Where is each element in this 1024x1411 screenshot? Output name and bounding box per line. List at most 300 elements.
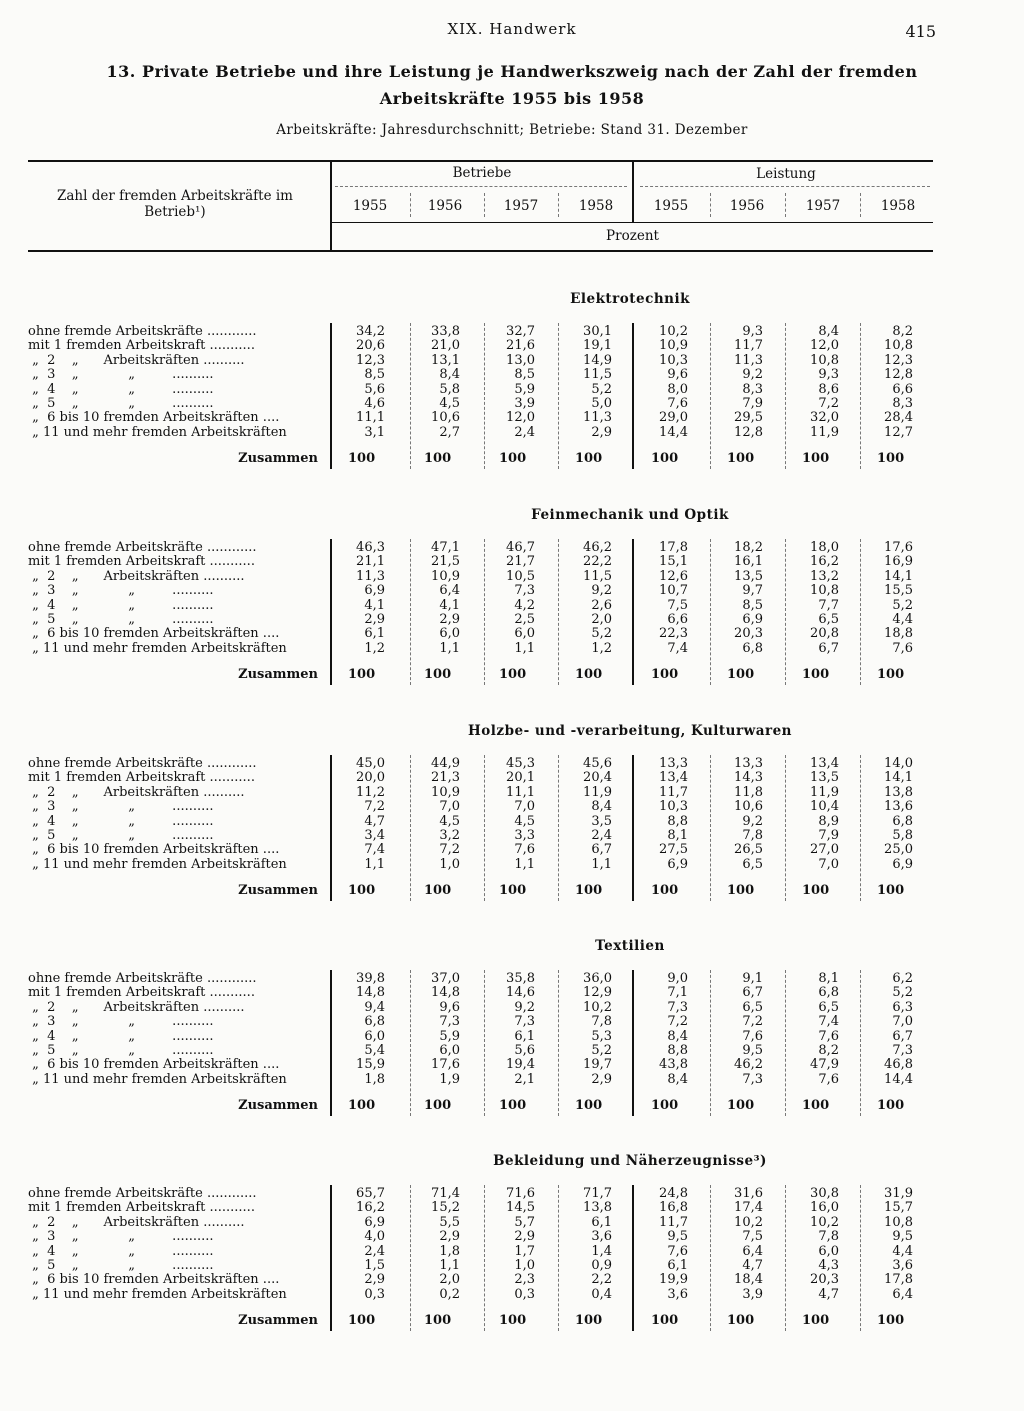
table-row bbox=[28, 1015, 933, 1029]
total-cell: 100 bbox=[877, 667, 905, 683]
table-row bbox=[28, 972, 933, 986]
table-cell: 13,0 bbox=[506, 352, 535, 368]
table-row bbox=[28, 627, 933, 641]
table-cell: 12,6 bbox=[659, 568, 688, 584]
column-dashed-rule bbox=[710, 755, 712, 901]
table-cell: 19,9 bbox=[659, 1272, 688, 1288]
table-cell: 14,6 bbox=[506, 985, 535, 1001]
table-cell: 8,9 bbox=[818, 813, 839, 829]
column-dashed-rule bbox=[785, 323, 787, 469]
row-label: ohne fremde Arbeitskräfte ............ bbox=[28, 325, 257, 339]
table-cell: 0,3 bbox=[514, 1286, 535, 1302]
row-label: mit 1 fremden Arbeitskraft ........... bbox=[28, 339, 255, 354]
table-cell: 11,1 bbox=[506, 784, 535, 800]
table-cell: 5,6 bbox=[514, 1042, 535, 1058]
table-cell: 6,9 bbox=[364, 1214, 385, 1230]
table-cell: 2,9 bbox=[364, 1272, 385, 1288]
table-cell: 10,9 bbox=[431, 784, 460, 800]
table-row bbox=[28, 786, 933, 800]
table-row bbox=[28, 1044, 933, 1058]
section-rows bbox=[28, 757, 933, 872]
table-cell: 9,2 bbox=[742, 813, 763, 829]
row-label: „ 5 „ „ .......... bbox=[28, 1258, 214, 1273]
year-header: 1956 bbox=[427, 198, 463, 214]
row-label: „ 3 „ „ .......... bbox=[28, 800, 214, 815]
table-cell: 7,2 bbox=[818, 395, 839, 411]
table-cell: 45,0 bbox=[356, 756, 385, 771]
column-dashed-rule bbox=[785, 539, 787, 685]
table-cell: 13,2 bbox=[810, 568, 839, 584]
table-cell: 7,2 bbox=[439, 842, 460, 858]
table-cell: 5,3 bbox=[591, 1028, 612, 1044]
row-label: „ 11 und mehr fremden Arbeitskräften bbox=[28, 425, 287, 440]
table-cell: 2,9 bbox=[514, 1229, 535, 1245]
table-cell: 9,7 bbox=[742, 583, 763, 599]
table-cell: 6,1 bbox=[591, 1214, 612, 1230]
column-dashed-rule bbox=[785, 755, 787, 901]
total-row bbox=[28, 1098, 933, 1114]
unit-label: Prozent bbox=[606, 228, 659, 244]
table-cell: 46,2 bbox=[583, 540, 612, 555]
table-cell: 6,0 bbox=[439, 1042, 460, 1058]
table-cell: 13,4 bbox=[810, 756, 839, 771]
table-cell: 30,1 bbox=[583, 324, 612, 339]
year-divider bbox=[710, 193, 712, 217]
table-cell: 8,5 bbox=[742, 597, 763, 613]
column-dashed-rule bbox=[710, 539, 712, 685]
table-cell: 9,2 bbox=[514, 999, 535, 1015]
row-label: „ 4 „ „ .......... bbox=[28, 1244, 214, 1259]
table-cell: 6,8 bbox=[364, 1014, 385, 1030]
total-cell: 100 bbox=[651, 1098, 679, 1114]
table-cell: 7,1 bbox=[667, 985, 688, 1001]
table-cell: 12,9 bbox=[583, 985, 612, 1001]
table-cell: 11,2 bbox=[356, 784, 385, 800]
table-cell: 12,8 bbox=[734, 424, 763, 440]
total-row bbox=[28, 1313, 933, 1329]
table-cell: 2,4 bbox=[364, 1243, 385, 1259]
table-cell: 65,7 bbox=[356, 1186, 385, 1201]
table-cell: 14,9 bbox=[583, 352, 612, 368]
table-cell: 10,6 bbox=[734, 799, 763, 815]
row-label: mit 1 fremden Arbeitskraft ........... bbox=[28, 771, 255, 786]
column-rule bbox=[632, 539, 634, 685]
table-cell: 44,9 bbox=[431, 756, 460, 771]
table-cell: 17,6 bbox=[431, 1057, 460, 1073]
table-cell: 2,2 bbox=[591, 1272, 612, 1288]
table-cell: 8,5 bbox=[514, 367, 535, 383]
table-row bbox=[28, 584, 933, 598]
table-cell: 1,1 bbox=[439, 1257, 460, 1273]
table-row bbox=[28, 570, 933, 584]
table-cell: 8,0 bbox=[667, 381, 688, 397]
table-cell: 13,3 bbox=[659, 756, 688, 771]
total-cell: 100 bbox=[877, 451, 905, 467]
column-dashed-rule bbox=[558, 539, 560, 685]
table-cell: 0,9 bbox=[591, 1257, 612, 1273]
header-bottom-rule bbox=[28, 250, 933, 252]
column-dashed-rule bbox=[710, 323, 712, 469]
table-cell: 7,9 bbox=[742, 395, 763, 411]
table-cell: 3,6 bbox=[667, 1286, 688, 1302]
table-cell: 31,9 bbox=[884, 1186, 913, 1201]
table-cell: 2,4 bbox=[514, 424, 535, 440]
column-dashed-rule bbox=[484, 755, 486, 901]
table-cell: 7,8 bbox=[591, 1014, 612, 1030]
row-label: „ 3 „ „ .......... bbox=[28, 584, 214, 599]
table-cell: 9,3 bbox=[742, 324, 763, 339]
table-cell: 16,2 bbox=[356, 1200, 385, 1216]
running-head: XIX. Handwerk bbox=[447, 20, 577, 38]
table-cell: 8,4 bbox=[667, 1071, 688, 1087]
table-row bbox=[28, 541, 933, 555]
table-row bbox=[28, 843, 933, 857]
table-cell: 45,3 bbox=[506, 756, 535, 771]
table-cell: 1,2 bbox=[364, 640, 385, 656]
row-label: „ 11 und mehr fremden Arbeitskräften bbox=[28, 1287, 287, 1302]
table-cell: 5,8 bbox=[892, 827, 913, 843]
section-rows bbox=[28, 1187, 933, 1302]
total-cell: 100 bbox=[575, 667, 603, 683]
total-cell: 100 bbox=[727, 667, 755, 683]
table-cell: 10,2 bbox=[659, 324, 688, 339]
table-cell: 21,5 bbox=[431, 554, 460, 570]
table-cell: 4,3 bbox=[818, 1257, 839, 1273]
table-cell: 10,8 bbox=[810, 583, 839, 599]
year-header: 1958 bbox=[578, 198, 614, 214]
table-cell: 4,6 bbox=[364, 395, 385, 411]
table-cell: 7,3 bbox=[514, 1014, 535, 1030]
total-cell: 100 bbox=[424, 1313, 452, 1329]
table-row bbox=[28, 1216, 933, 1230]
table-cell: 18,4 bbox=[734, 1272, 763, 1288]
table-cell: 43,8 bbox=[659, 1057, 688, 1073]
table-cell: 6,4 bbox=[892, 1286, 913, 1302]
table-cell: 22,2 bbox=[583, 554, 612, 570]
table-cell: 11,3 bbox=[583, 410, 612, 426]
total-cell: 100 bbox=[802, 1098, 830, 1114]
table-cell: 6,0 bbox=[818, 1243, 839, 1259]
table-cell: 8,6 bbox=[818, 381, 839, 397]
row-label: mit 1 fremden Arbeitskraft ........... bbox=[28, 1201, 255, 1216]
table-row bbox=[28, 555, 933, 569]
table-cell: 1,8 bbox=[364, 1071, 385, 1087]
table-cell: 9,1 bbox=[742, 971, 763, 986]
table-cell: 5,4 bbox=[364, 1042, 385, 1058]
year-header: 1955 bbox=[653, 198, 689, 214]
table-cell: 17,8 bbox=[659, 540, 688, 555]
table-cell: 46,3 bbox=[356, 540, 385, 555]
row-label: „ 5 „ „ .......... bbox=[28, 1043, 214, 1058]
table-cell: 6,5 bbox=[742, 856, 763, 872]
table-cell: 3,9 bbox=[742, 1286, 763, 1302]
year-header: 1957 bbox=[805, 198, 841, 214]
row-label: „ 3 „ „ .......... bbox=[28, 1015, 214, 1030]
table-cell: 1,2 bbox=[591, 640, 612, 656]
table-cell: 37,0 bbox=[431, 971, 460, 986]
table-row bbox=[28, 815, 933, 829]
table-cell: 11,9 bbox=[583, 784, 612, 800]
table-cell: 1,1 bbox=[364, 856, 385, 872]
table-cell: 7,0 bbox=[439, 799, 460, 815]
table-cell: 16,0 bbox=[810, 1200, 839, 1216]
column-dashed-rule bbox=[860, 755, 862, 901]
total-cell: 100 bbox=[424, 451, 452, 467]
table-cell: 9,5 bbox=[742, 1042, 763, 1058]
table-cell: 1,5 bbox=[364, 1257, 385, 1273]
section-rows bbox=[28, 972, 933, 1087]
table-cell: 18,8 bbox=[884, 626, 913, 642]
year-divider bbox=[860, 193, 862, 217]
table-row bbox=[28, 800, 933, 814]
table-cell: 6,9 bbox=[892, 856, 913, 872]
total-cell: 100 bbox=[727, 883, 755, 899]
table-cell: 9,0 bbox=[667, 971, 688, 986]
table-cell: 1,1 bbox=[514, 856, 535, 872]
total-cell: 100 bbox=[727, 1313, 755, 1329]
column-dashed-rule bbox=[484, 1185, 486, 1331]
table-cell: 46,2 bbox=[734, 1057, 763, 1073]
total-cell: 100 bbox=[877, 1313, 905, 1329]
table-cell: 46,8 bbox=[884, 1057, 913, 1073]
table-row bbox=[28, 642, 933, 656]
table-cell: 11,9 bbox=[810, 424, 839, 440]
table-cell: 17,8 bbox=[884, 1272, 913, 1288]
table-cell: 20,8 bbox=[810, 626, 839, 642]
table-cell: 11,7 bbox=[659, 784, 688, 800]
year-header: 1956 bbox=[729, 198, 765, 214]
table-row bbox=[28, 757, 933, 771]
table-cell: 8,4 bbox=[818, 324, 839, 339]
table-cell: 1,8 bbox=[439, 1243, 460, 1259]
table-cell: 7,6 bbox=[818, 1028, 839, 1044]
table-cell: 4,1 bbox=[364, 597, 385, 613]
table-cell: 4,2 bbox=[514, 597, 535, 613]
table-row bbox=[28, 354, 933, 368]
table-cell: 3,2 bbox=[439, 827, 460, 843]
table-cell: 21,7 bbox=[506, 554, 535, 570]
total-cell: 100 bbox=[727, 451, 755, 467]
table-cell: 8,8 bbox=[667, 813, 688, 829]
table-cell: 20,3 bbox=[810, 1272, 839, 1288]
total-row bbox=[28, 667, 933, 683]
total-label: Zusammen bbox=[238, 883, 318, 899]
table-cell: 2,9 bbox=[439, 611, 460, 627]
year-header: 1955 bbox=[352, 198, 388, 214]
table-cell: 10,4 bbox=[810, 799, 839, 815]
table-cell: 6,9 bbox=[742, 611, 763, 627]
table-cell: 10,3 bbox=[659, 799, 688, 815]
table-cell: 12,3 bbox=[356, 352, 385, 368]
year-header: 1958 bbox=[880, 198, 916, 214]
table-cell: 12,7 bbox=[884, 424, 913, 440]
table-cell: 5,0 bbox=[591, 395, 612, 411]
table-cell: 1,4 bbox=[591, 1243, 612, 1259]
table-cell: 34,2 bbox=[356, 324, 385, 339]
table-cell: 11,3 bbox=[734, 352, 763, 368]
table-cell: 13,6 bbox=[884, 799, 913, 815]
row-label: mit 1 fremden Arbeitskraft ........... bbox=[28, 986, 255, 1001]
table-cell: 2,4 bbox=[591, 827, 612, 843]
table-cell: 9,3 bbox=[818, 367, 839, 383]
table-row bbox=[28, 1058, 933, 1072]
table-cell: 3,6 bbox=[892, 1257, 913, 1273]
row-label: ohne fremde Arbeitskräfte ............ bbox=[28, 1187, 257, 1201]
column-dashed-rule bbox=[785, 970, 787, 1116]
table-row bbox=[28, 397, 933, 411]
table-cell: 0,2 bbox=[439, 1286, 460, 1302]
table-cell: 33,8 bbox=[431, 324, 460, 339]
total-cell: 100 bbox=[651, 451, 679, 467]
column-rule bbox=[632, 323, 634, 469]
page-number: 415 bbox=[905, 22, 936, 41]
table-cell: 7,4 bbox=[667, 640, 688, 656]
table-cell: 21,0 bbox=[431, 338, 460, 354]
table-cell: 20,6 bbox=[356, 338, 385, 354]
row-header: Zahl der fremden Arbeitskräfte im Betrieb¹) bbox=[57, 188, 293, 220]
table-cell: 7,6 bbox=[667, 1243, 688, 1259]
table-cell: 47,1 bbox=[431, 540, 460, 555]
total-cell: 100 bbox=[424, 667, 452, 683]
header-top-rule bbox=[28, 160, 933, 162]
year-divider bbox=[785, 193, 787, 217]
total-label: Zusammen bbox=[238, 451, 318, 467]
table-cell: 2,9 bbox=[439, 1229, 460, 1245]
table-cell: 6,4 bbox=[742, 1243, 763, 1259]
table-cell: 20,1 bbox=[506, 770, 535, 786]
column-dashed-rule bbox=[558, 970, 560, 1116]
table-cell: 7,3 bbox=[439, 1014, 460, 1030]
table-cell: 2,1 bbox=[514, 1071, 535, 1087]
table-cell: 2,0 bbox=[439, 1272, 460, 1288]
table-cell: 13,3 bbox=[734, 756, 763, 771]
group-label-betriebe: Betriebe bbox=[452, 165, 512, 181]
table-cell: 21,3 bbox=[431, 770, 460, 786]
table-cell: 17,6 bbox=[884, 540, 913, 555]
table-cell: 15,9 bbox=[356, 1057, 385, 1073]
group-divider bbox=[632, 160, 634, 222]
table-cell: 25,0 bbox=[884, 842, 913, 858]
table-cell: 16,1 bbox=[734, 554, 763, 570]
total-cell: 100 bbox=[802, 1313, 830, 1329]
table-cell: 32,0 bbox=[810, 410, 839, 426]
table-cell: 8,3 bbox=[892, 395, 913, 411]
table-cell: 7,3 bbox=[892, 1042, 913, 1058]
table-cell: 32,7 bbox=[506, 324, 535, 339]
table-cell: 7,8 bbox=[742, 827, 763, 843]
table-cell: 4,4 bbox=[892, 611, 913, 627]
table-cell: 6,1 bbox=[667, 1257, 688, 1273]
row-label: „ 2 „ Arbeitskräften .......... bbox=[28, 1215, 245, 1230]
table-cell: 36,0 bbox=[583, 971, 612, 986]
table-row bbox=[28, 339, 933, 353]
column-dashed-rule bbox=[558, 755, 560, 901]
table-cell: 6,3 bbox=[892, 999, 913, 1015]
table-cell: 15,5 bbox=[884, 583, 913, 599]
table-cell: 5,5 bbox=[439, 1214, 460, 1230]
table-row bbox=[28, 1273, 933, 1287]
total-cell: 100 bbox=[575, 451, 603, 467]
table-cell: 7,2 bbox=[742, 1014, 763, 1030]
table-cell: 7,3 bbox=[742, 1071, 763, 1087]
table-row bbox=[28, 829, 933, 843]
table-cell: 8,1 bbox=[818, 971, 839, 986]
row-label: „ 4 „ „ .......... bbox=[28, 1029, 214, 1044]
table-row bbox=[28, 858, 933, 872]
table-cell: 5,9 bbox=[439, 1028, 460, 1044]
total-cell: 100 bbox=[348, 1313, 376, 1329]
table-cell: 5,7 bbox=[514, 1214, 535, 1230]
table-cell: 5,2 bbox=[591, 1042, 612, 1058]
table-row bbox=[28, 771, 933, 785]
table-cell: 6,5 bbox=[818, 611, 839, 627]
row-label: „ 6 bis 10 fremden Arbeitskräften .... bbox=[28, 1058, 280, 1073]
table-cell: 8,1 bbox=[667, 827, 688, 843]
table-cell: 8,8 bbox=[667, 1042, 688, 1058]
table-cell: 7,2 bbox=[667, 1014, 688, 1030]
table-cell: 14,1 bbox=[884, 568, 913, 584]
table-cell: 71,6 bbox=[506, 1186, 535, 1201]
table-cell: 4,5 bbox=[439, 813, 460, 829]
table-cell: 8,4 bbox=[591, 799, 612, 815]
total-cell: 100 bbox=[348, 451, 376, 467]
table-cell: 6,4 bbox=[439, 583, 460, 599]
table-cell: 19,1 bbox=[583, 338, 612, 354]
column-rule bbox=[330, 323, 332, 469]
table-cell: 11,1 bbox=[356, 410, 385, 426]
total-cell: 100 bbox=[802, 451, 830, 467]
table-cell: 2,6 bbox=[591, 597, 612, 613]
table-row bbox=[28, 1288, 933, 1302]
row-label: „ 5 „ „ .......... bbox=[28, 396, 214, 411]
table-cell: 7,6 bbox=[742, 1028, 763, 1044]
table-cell: 2,3 bbox=[514, 1272, 535, 1288]
column-dashed-rule bbox=[558, 1185, 560, 1331]
table-cell: 6,6 bbox=[667, 611, 688, 627]
total-label: Zusammen bbox=[238, 667, 318, 683]
table-cell: 5,2 bbox=[892, 597, 913, 613]
table-cell: 21,1 bbox=[356, 554, 385, 570]
table-cell: 7,6 bbox=[667, 395, 688, 411]
column-rule bbox=[632, 755, 634, 901]
table-cell: 2,7 bbox=[439, 424, 460, 440]
table-cell: 9,6 bbox=[439, 999, 460, 1015]
table-row bbox=[28, 986, 933, 1000]
total-cell: 100 bbox=[727, 1098, 755, 1114]
column-dashed-rule bbox=[860, 539, 862, 685]
table-cell: 13,8 bbox=[884, 784, 913, 800]
table-cell: 3,6 bbox=[591, 1229, 612, 1245]
table-cell: 9,5 bbox=[892, 1229, 913, 1245]
section-title: Feinmechanik und Optik bbox=[531, 507, 729, 523]
table-cell: 15,7 bbox=[884, 1200, 913, 1216]
total-cell: 100 bbox=[651, 883, 679, 899]
table-cell: 5,6 bbox=[364, 381, 385, 397]
table-cell: 6,0 bbox=[439, 626, 460, 642]
table-cell: 10,5 bbox=[506, 568, 535, 584]
total-cell: 100 bbox=[575, 1098, 603, 1114]
table-row bbox=[28, 1030, 933, 1044]
table-row bbox=[28, 599, 933, 613]
table-cell: 6,8 bbox=[818, 985, 839, 1001]
row-label: „ 6 bis 10 fremden Arbeitskräften .... bbox=[28, 627, 280, 642]
total-label: Zusammen bbox=[238, 1313, 318, 1329]
table-row bbox=[28, 1001, 933, 1015]
table-cell: 6,7 bbox=[591, 842, 612, 858]
table-cell: 1,7 bbox=[514, 1243, 535, 1259]
table-cell: 11,8 bbox=[734, 784, 763, 800]
table-cell: 7,6 bbox=[514, 842, 535, 858]
